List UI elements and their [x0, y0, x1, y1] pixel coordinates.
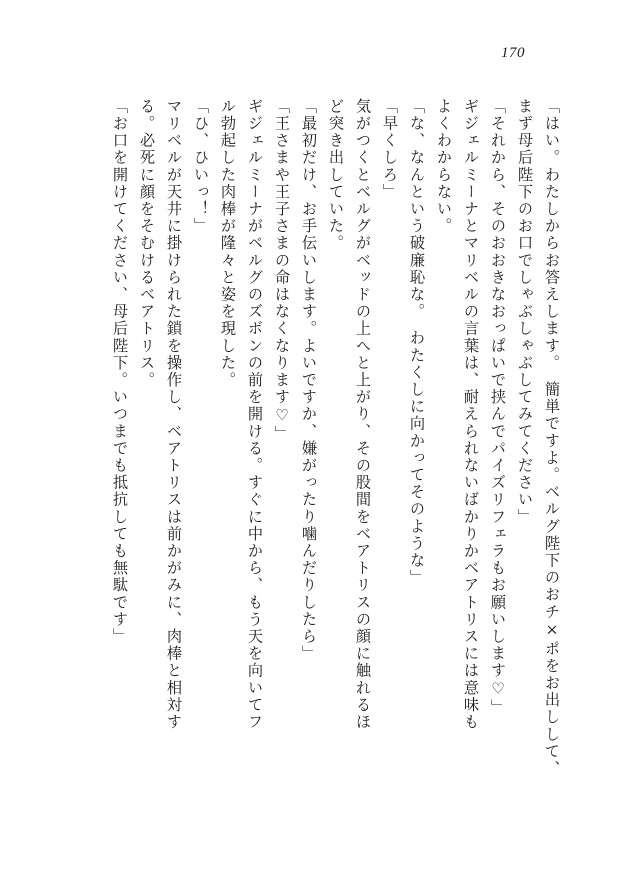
text-line: 「早くしろ」 — [381, 98, 399, 201]
text-line: ギジェルミーナとマリベルの言葉は、耐えられないばかりかベアトリスには意味も — [462, 98, 480, 731]
text-line: 「な、なんという破廉恥な。 わたくしに向かってそのような」 — [408, 98, 426, 587]
text-line: まず母后陛下のお口でしゃぶしゃぶしてみてください」 — [516, 98, 534, 526]
text-line: 気がつくとベルグがベッドの上へと上がり、その股間をベアトリスの顔に触れるほ — [354, 98, 372, 731]
text-line: 「お口を開けてください、母后陛下。いつまでも抵抗しても無駄です」 — [111, 98, 129, 646]
vertical-text-block — [62, 98, 559, 798]
text-line: よくわからない。 — [435, 98, 453, 235]
text-line: マリベルが天井に掛けられた鎖を操作し、ベアトリスは前かがみに、肉棒と相対す — [165, 98, 183, 731]
text-line: ギジェルミーナがベルグのズボンの前を開ける。すぐに中から、もう天を向いてフ — [246, 98, 264, 731]
text-line: ル勃起した肉棒が隆々と姿を現した。 — [219, 98, 237, 389]
text-line: 「最初だけ、お手伝いします。よいですか、嫌がったり噛んだりしたら」 — [300, 98, 318, 663]
text-line: ど突き出していた。 — [327, 98, 345, 252]
text-line: 「王さまや王子さまの命はなくなります♡」 — [273, 98, 291, 443]
text-line: る。必死に顔をそむけるベアトリス。 — [138, 98, 156, 389]
page-number: 170 — [501, 45, 525, 61]
text-line: 「はい。わたしからお答えします。 簡単ですよ。ベルグ陛下のおチ×ポをお出しして、 — [543, 98, 561, 778]
text-line: 「それから、そのおおきなおっぱいで挟んでパイズリフェラもお願いします♡」 — [489, 98, 507, 717]
text-line: 「ひ、ひいっ！」 — [192, 98, 210, 235]
